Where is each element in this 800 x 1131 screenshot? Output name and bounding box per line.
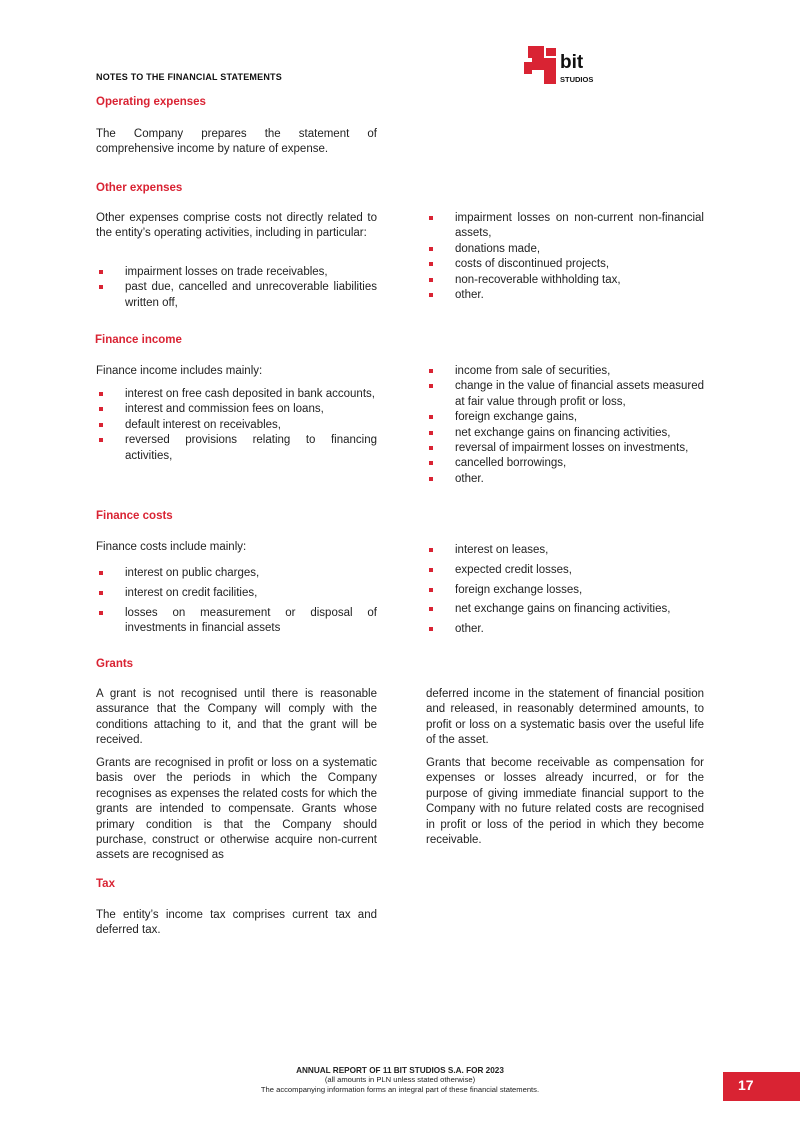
operating-expenses-heading: Operating expenses: [96, 96, 206, 108]
list-item: non-recoverable withholding tax,: [426, 273, 704, 288]
list-item: net exchange gains on financing activities,: [426, 426, 704, 441]
finance-costs-right-list: [426, 543, 704, 642]
list-item: other.: [426, 472, 704, 487]
logo-subtext: STUDIOS: [560, 75, 594, 84]
list-item: interest on credit facilities,: [96, 586, 377, 601]
list-item: impairment losses on trade receivables,: [96, 265, 377, 280]
other-expenses-heading: Other expenses: [96, 182, 183, 194]
other-expenses-left-list: [96, 265, 377, 311]
list-item: income from sale of securities,: [426, 364, 704, 379]
other-expenses-intro: Other expenses comprise costs not directly related to the entity’s operating activities, including in particular:: [96, 212, 377, 240]
company-logo: [522, 44, 602, 86]
document-header-title: NOTES TO THE FINANCIAL STATEMENTS: [96, 72, 282, 82]
grants-heading: Grants: [96, 658, 134, 670]
operating-expenses-text: The Company prepares the statement of comprehensive income by nature of expense.: [96, 128, 377, 156]
list-item: interest on public charges,: [96, 566, 377, 581]
list-item: interest on free cash deposited in bank accounts,: [96, 387, 377, 402]
finance-income-right-list: [426, 364, 704, 487]
tax-text: The entity’s income tax comprises current tax and deferred tax.: [96, 909, 377, 937]
footer-report-title: ANNUAL REPORT OF 11 BIT STUDIOS S.A. FOR 2023: [296, 1066, 504, 1075]
list-item: default interest on receivables,: [96, 418, 377, 433]
page-number: 17: [723, 1072, 800, 1101]
finance-income-left-list: [96, 387, 377, 464]
finance-income-heading: Finance income: [95, 334, 182, 346]
grants-paragraph-1: A grant is not recognised until there is reasonable assurance that the Company will comply with the conditions attaching to it, and that the grant will be received.: [96, 688, 377, 747]
tax-heading: Tax: [96, 878, 115, 890]
finance-costs-left-list: [96, 566, 377, 641]
footer-currency-note: (all amounts in PLN unless stated otherwise): [324, 1075, 476, 1084]
list-item: impairment losses on non-current non-financial assets,: [426, 211, 704, 242]
list-item: losses on measurement or disposal of investments in financial assets: [96, 606, 377, 637]
list-item: net exchange gains on financing activities,: [426, 602, 704, 617]
page-footer: [150, 1066, 650, 1095]
grants-paragraph-3: deferred income in the statement of financial position and released, in reasonably determined amounts, to profit or loss on a systematic basis over the useful life of the asset.: [426, 688, 704, 747]
list-item: interest and commission fees on loans,: [96, 402, 377, 417]
finance-income-intro: Finance income includes mainly:: [96, 365, 263, 377]
list-item: past due, cancelled and unrecoverable liabilities written off,: [96, 280, 377, 311]
logo-text: bit: [560, 52, 584, 73]
finance-costs-heading: Finance costs: [96, 510, 173, 522]
list-item: other.: [426, 288, 704, 303]
list-item: reversal of impairment losses on investments,: [426, 441, 704, 456]
list-item: expected credit losses,: [426, 563, 704, 578]
list-item: other.: [426, 622, 704, 637]
list-item: foreign exchange losses,: [426, 583, 704, 598]
list-item: foreign exchange gains,: [426, 410, 704, 425]
list-item: donations made,: [426, 242, 704, 257]
grants-paragraph-4: Grants that become receivable as compensation for expenses or losses already incurred, or for the purpose of giving immediate financial support to the Company with no future related costs are recognised in profit or loss of the period in which they become receivable.: [426, 757, 704, 847]
logo-mark-icon: [522, 44, 602, 86]
footer-disclaimer: The accompanying information forms an integral part of these financial statements.: [260, 1085, 540, 1094]
grants-paragraph-2: Grants are recognised in profit or loss on a systematic basis over the periods in which the Company recognises as expenses the related costs for which the grants are intended to compensate. Grants whose primary condition is that the Company should purchase, construct or otherwise acquire non-current assets are recognised as: [96, 757, 377, 862]
list-item: change in the value of financial assets measured at fair value through profit or loss,: [426, 379, 704, 410]
list-item: cancelled borrowings,: [426, 456, 704, 471]
finance-costs-intro: Finance costs include mainly:: [96, 541, 247, 553]
other-expenses-right-list: [426, 211, 704, 303]
list-item: reversed provisions relating to financing activities,: [96, 433, 377, 464]
list-item: costs of discontinued projects,: [426, 257, 704, 272]
list-item: interest on leases,: [426, 543, 704, 558]
